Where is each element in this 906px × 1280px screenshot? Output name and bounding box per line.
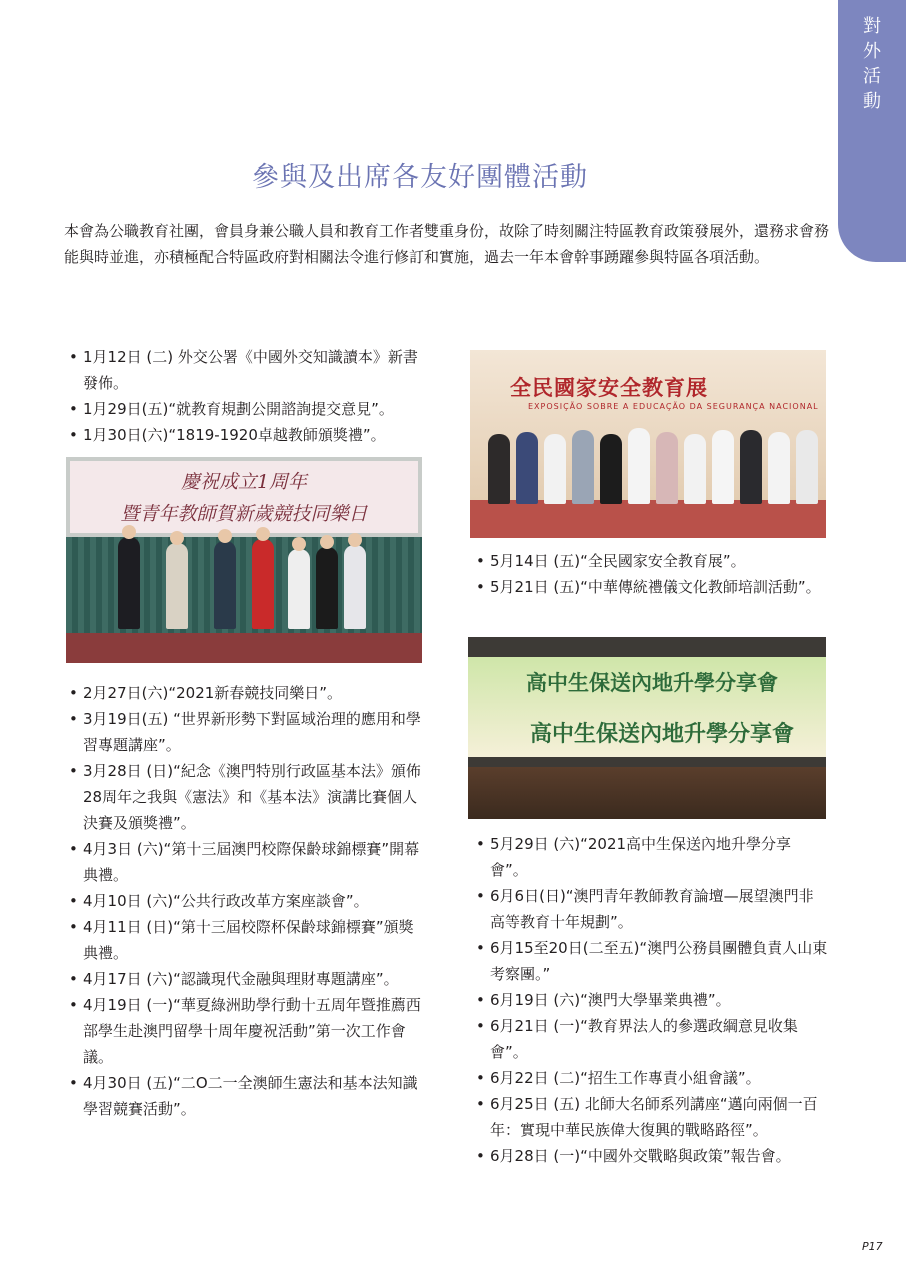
activity-list-left-top (66, 344, 421, 448)
page-title: 參與及出席各友好團體活動 (252, 162, 588, 193)
banner-title: 高中生保送內地升學分享會 (526, 670, 778, 695)
activity-list-right-bottom (473, 831, 828, 1169)
activity-item: • 4月17日 (六)“認識現代金融與理財專題講座”。 (66, 966, 421, 992)
person (344, 545, 366, 629)
activity-item: • 2月27日(六)“2021新春競技同樂日”。 (66, 680, 421, 706)
activity-item: • 4月30日 (五)“二O二一全澳師生憲法和基本法知識學習競賽活動”。 (66, 1070, 421, 1122)
activity-item: • 4月3日 (六)“第十三屆澳門校際保齡球錦標賽”開幕典禮。 (66, 836, 421, 888)
activity-item: • 6月15至20日(二至五)“澳門公務員團體負責人山東考察團。” (473, 935, 828, 987)
photo-anniversary-event (66, 457, 422, 663)
person (684, 434, 706, 504)
activity-item: • 4月10日 (六)“公共行政改革方案座談會”。 (66, 888, 421, 914)
activity-item: • 6月25日 (五) 北師大名師系列講座“邁向兩個一百年：實現中華民族偉大復興的戰略路徑”。 (473, 1091, 828, 1143)
banner-line-2: 暨青年教師賀新歲競技同樂日 (120, 503, 368, 525)
activity-list-left-bottom (66, 680, 421, 1122)
activity-item: • 6月19日 (六)“澳門大學畢業典禮”。 (473, 987, 828, 1013)
person (516, 432, 538, 504)
person (252, 539, 274, 629)
activity-item: • 5月21日 (五)“中華傳統禮儀文化教師培訓活動”。 (473, 574, 823, 600)
person (712, 430, 734, 504)
activity-item: • 1月29日(五)“就教育規劃公開諮詢提交意見”。 (66, 396, 421, 422)
banner-title: 全民國家安全教育展 (510, 375, 708, 400)
person (600, 434, 622, 504)
intro-paragraph: 本會為公職教育社團，會員身兼公職人員和教育工作者雙重身份，故除了時刻關注特區教育政策發展外，還務求會務能與時並進，亦積極配合特區政府對相關法令進行修訂和實施，過去一年本會幹事踴躍參與特區各項活動。 (64, 222, 830, 266)
activity-item: • 4月11日 (日)“第十三屆校際杯保齡球錦標賽”頒獎典禮。 (66, 914, 421, 966)
activity-item: • 6月22日 (二)“招生工作專責小組會議”。 (473, 1065, 828, 1091)
person (628, 428, 650, 504)
banner-line-1: 慶祝成立1周年 (180, 471, 308, 493)
section-tab (838, 0, 906, 262)
page-number: P17 (862, 1240, 883, 1253)
activity-item: • 6月28日 (一)“中國外交戰略與政策”報告會。 (473, 1143, 828, 1169)
person (544, 434, 566, 504)
person (796, 430, 818, 504)
person (656, 432, 678, 504)
activity-item: • 5月29日 (六)“2021高中生保送內地升學分享會”。 (473, 831, 828, 883)
person (316, 547, 338, 629)
person (118, 537, 140, 629)
photo-security-exhibition (470, 350, 826, 538)
section-tab-label: 對 外 活 動 (863, 16, 881, 112)
activity-item: • 1月30日(六)“1819-1920卓越教師頒獎禮”。 (66, 422, 421, 448)
activity-item: • 5月14日 (五)“全民國家安全教育展”。 (473, 548, 823, 574)
activity-item: • 1月12日 (二) 外交公署《中國外交知識讀本》新書發佈。 (66, 344, 421, 396)
activity-item: • 3月28日 (日)“紀念《澳門特別行政區基本法》頒佈28周年之我與《憲法》和《基本法》演講比賽個人決賽及頒獎禮”。 (66, 758, 421, 836)
person (740, 430, 762, 504)
person (488, 434, 510, 504)
person (214, 541, 236, 629)
person (768, 432, 790, 504)
banner-subtitle: EXPOSIÇÃO SOBRE A EDUCAÇÃO DA SEGURANÇA NACIONAL (528, 402, 819, 411)
photo-banner (70, 461, 418, 533)
banner-title-2: 高中生保送內地升學分享會 (530, 721, 795, 747)
activity-list-right-top (473, 548, 823, 600)
person (288, 549, 310, 629)
person (166, 543, 188, 629)
activity-item: • 4月19日 (一)“華夏綠洲助學行動十五周年暨推薦西部學生赴澳門留學十周年慶祝活動”第一次工作會議。 (66, 992, 421, 1070)
photo-sharing-session (468, 637, 826, 819)
activity-item: • 3月19日(五) “世界新形勢下對區域治理的應用和學習專題講座”。 (66, 706, 421, 758)
person (572, 430, 594, 504)
activity-item: • 6月6日(日)“澳門青年教師教育論壇—展望澳門非高等教育十年規劃”。 (473, 883, 828, 935)
activity-item: • 6月21日 (一)“教育界法人的參選政綱意見收集會”。 (473, 1013, 828, 1065)
